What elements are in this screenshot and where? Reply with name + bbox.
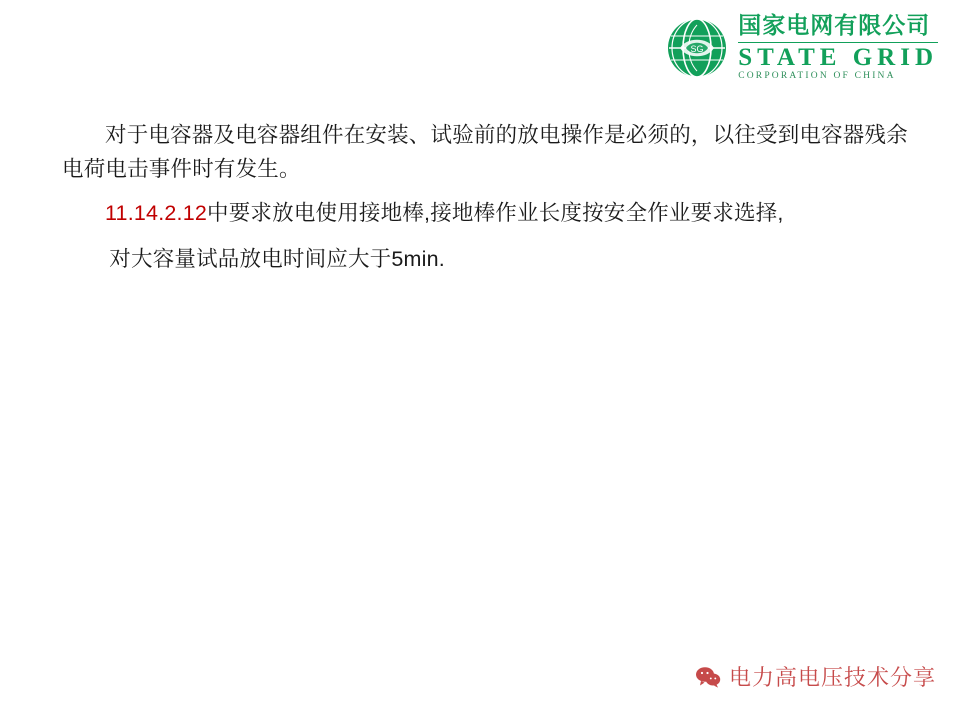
clause-reference: 11.14.2.12 — [105, 201, 208, 225]
watermark — [695, 661, 936, 692]
wechat-icon — [695, 666, 721, 688]
logo-company-en: STATE GRID — [738, 44, 938, 71]
svg-text:SG: SG — [690, 43, 704, 54]
slide-body — [62, 118, 922, 276]
state-grid-globe-logo — [666, 17, 728, 79]
paragraph-2-text: 中要求放电使用接地棒,接地棒作业长度按安全作业要求选择, — [207, 201, 784, 225]
paragraph-3-text: 对大容量试品放电时间应大于5min. — [109, 247, 445, 271]
logo-text-block — [738, 14, 938, 82]
logo-divider — [738, 42, 938, 43]
logo-company-cn: 国家电网有限公司 — [738, 12, 931, 38]
watermark-text: 电力高电压技术分享 — [728, 665, 936, 690]
paragraph-2 — [62, 196, 922, 230]
logo-company-en-sub: CORPORATION OF CHINA — [738, 71, 896, 81]
paragraph-1-text: 对于电容器及电容器组件在安装、试验前的放电操作是必须的，以往受到电容器残余电荷电击事件时有发生。 — [62, 123, 908, 181]
paragraph-1 — [62, 118, 922, 186]
paragraph-3 — [62, 242, 922, 276]
state-grid-logo — [666, 14, 938, 82]
